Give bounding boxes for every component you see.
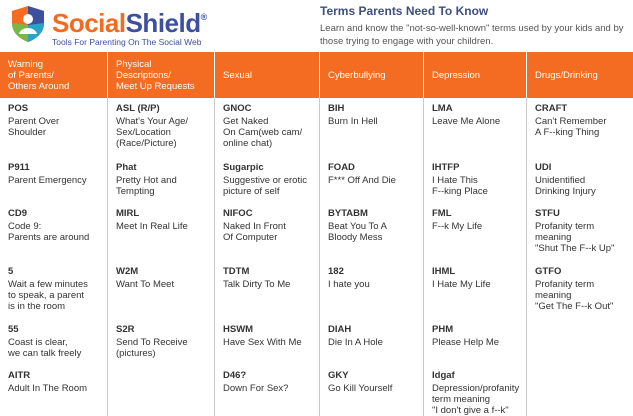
header-line: Physical [116,58,152,70]
term-entry [328,266,419,290]
term-code: MIRL [116,208,140,219]
term-meaning: F*** Off And Die [328,175,396,186]
term-code: LMA [432,103,453,114]
term-meaning: Go Kill Yourself [328,383,393,394]
column-sexual [215,98,320,416]
term-code: HSWM [223,324,254,335]
term-entry [223,324,315,348]
header-line: Descriptions/ [116,69,171,81]
term-entry [432,162,522,197]
term-code: STFU [535,208,560,219]
term-entry [223,266,315,290]
term-meaning: Talk Dirty To Me [223,279,291,290]
column-warning-parents [0,98,108,416]
term-code: 182 [328,266,344,277]
term-meaning: Parent Over Shoulder [8,116,60,138]
term-code: ASL (R/P) [116,103,160,114]
term-meaning: Send To Receive (pictures) [116,337,188,359]
brand-name [52,8,207,39]
term-code: DIAH [328,324,352,335]
term-entry [328,208,419,243]
term-entry [223,103,315,149]
term-code: GKY [328,370,349,381]
term-entry [432,324,522,348]
header-line: Drugs/Drinking [535,69,598,81]
term-entry [328,103,419,127]
term-code: GTFO [535,266,562,277]
term-code: IHTFP [432,162,460,173]
term-meaning: I hate you [328,279,370,290]
header-depression [424,52,527,98]
term-code: Sugarpic [223,162,264,173]
term-code: PHM [432,324,454,335]
term-meaning: Wait a few minutes to speak, a parent is in the room [8,279,88,312]
term-meaning: Profanity term meaning "Get The F--k Out" [535,279,614,312]
term-entry [223,370,315,394]
shield-icon [10,5,46,43]
term-entry [432,266,522,290]
term-meaning: Get Naked On Cam(web cam/ online chat) [223,116,303,149]
term-meaning: What's Your Age/ Sex/Location (Race/Picture) [116,116,189,149]
term-entry [223,208,315,243]
header-cyberbullying [320,52,424,98]
page-title: Terms Parents Need To Know [320,4,489,18]
term-code: IHML [432,266,456,277]
term-entry [8,370,103,394]
term-code: Idgaf [432,370,455,381]
term-entry [8,266,103,312]
term-code: S2R [116,324,135,335]
table-header [0,52,633,98]
term-meaning: Want To Meet [116,279,175,290]
column-drugs-drinking [527,98,633,416]
column-depression [424,98,527,416]
term-meaning: Can't Remember A F--king Thing [535,116,607,138]
term-meaning: Die In A Hole [328,337,383,348]
term-code: UDI [535,162,552,173]
term-entry [8,208,103,243]
term-code: GNOC [223,103,252,114]
term-entry [8,103,103,138]
term-meaning: Profanity term meaning "Shut The F--k Up" [535,221,615,254]
brand-name-social: Social [52,8,126,38]
header-line: of Parents/ [8,69,54,81]
term-entry [116,266,210,290]
term-entry [116,208,210,232]
term-meaning: Suggestive or erotic picture of self [223,175,307,197]
term-code: BYTABM [328,208,368,219]
term-code: W2M [116,266,139,277]
term-entry [328,162,419,186]
term-entry [116,103,210,149]
term-entry [116,324,210,359]
header-warning-parents [0,52,108,98]
term-entry [535,266,629,312]
term-meaning: F--k My Life [432,221,483,232]
term-code: NIFOC [223,208,253,219]
term-entry [535,103,629,138]
term-code: D46? [223,370,247,381]
term-entry [432,370,522,416]
term-meaning: Down For Sex? [223,383,289,394]
term-code: 5 [8,266,14,277]
intro-block [320,4,628,48]
term-entry [8,324,103,359]
header-sexual [215,52,320,98]
term-meaning: I Hate This F--king Place [432,175,488,197]
term-entry [535,208,629,254]
socialshield-logo[interactable] [10,4,220,50]
term-code: 55 [8,324,19,335]
term-code: CRAFT [535,103,568,114]
term-entry [328,324,419,348]
term-entry [432,103,522,127]
term-entry [535,162,629,197]
term-meaning: Naked In Front Of Computer [223,221,286,243]
term-meaning: Code 9: Parents are around [8,221,90,243]
header-line: Cyberbullying [328,69,386,81]
term-code: BIH [328,103,345,114]
term-meaning: Have Sex With Me [223,337,302,348]
term-meaning: Leave Me Alone [432,116,501,127]
term-meaning: Meet In Real Life [116,221,188,232]
term-meaning: Depression/profanity term meaning "I don't give a f--k" [432,383,520,416]
top-banner [0,0,633,50]
term-meaning: Burn In Hell [328,116,378,127]
header-line: Others Around [8,80,70,92]
term-meaning: Adult In The Room [8,383,88,394]
header-physical-descriptions [108,52,215,98]
term-code: FML [432,208,452,219]
term-entry [432,208,522,232]
term-meaning: Parent Emergency [8,175,87,186]
term-meaning: Pretty Hot and Tempting [116,175,177,197]
term-meaning: Beat You To A Bloody Mess [328,221,387,243]
term-meaning: I Hate My Life [432,279,491,290]
header-line: Meet Up Requests [116,80,195,92]
term-entry [223,162,315,197]
term-code: AITR [8,370,31,381]
term-meaning: Please Help Me [432,337,500,348]
term-entry [328,370,419,394]
intro-text: Learn and know the "not-so-well-known" terms used by your kids and by those trying to engage with your children. [320,23,624,47]
column-physical-descriptions [108,98,215,416]
term-code: FOAD [328,162,355,173]
header-line: Sexual [223,69,253,81]
term-code: P911 [8,162,30,173]
column-cyberbullying [320,98,424,416]
term-meaning: Coast is clear, we can talk freely [8,337,82,359]
term-entry [8,162,103,186]
brand-name-shield: Shield [125,8,201,38]
term-code: CD9 [8,208,28,219]
term-code: TDTM [223,266,250,277]
term-meaning: Unidentified Drinking Injury [535,175,596,197]
header-drugs-drinking [527,52,633,98]
term-code: Phat [116,162,137,173]
header-line: Depression [432,69,481,81]
term-entry [116,162,210,197]
term-code: POS [8,103,29,114]
brand-tagline: Tools For Parenting On The Social Web [52,37,202,47]
header-line: Warning [8,58,44,70]
registered-mark: ® [200,12,207,22]
